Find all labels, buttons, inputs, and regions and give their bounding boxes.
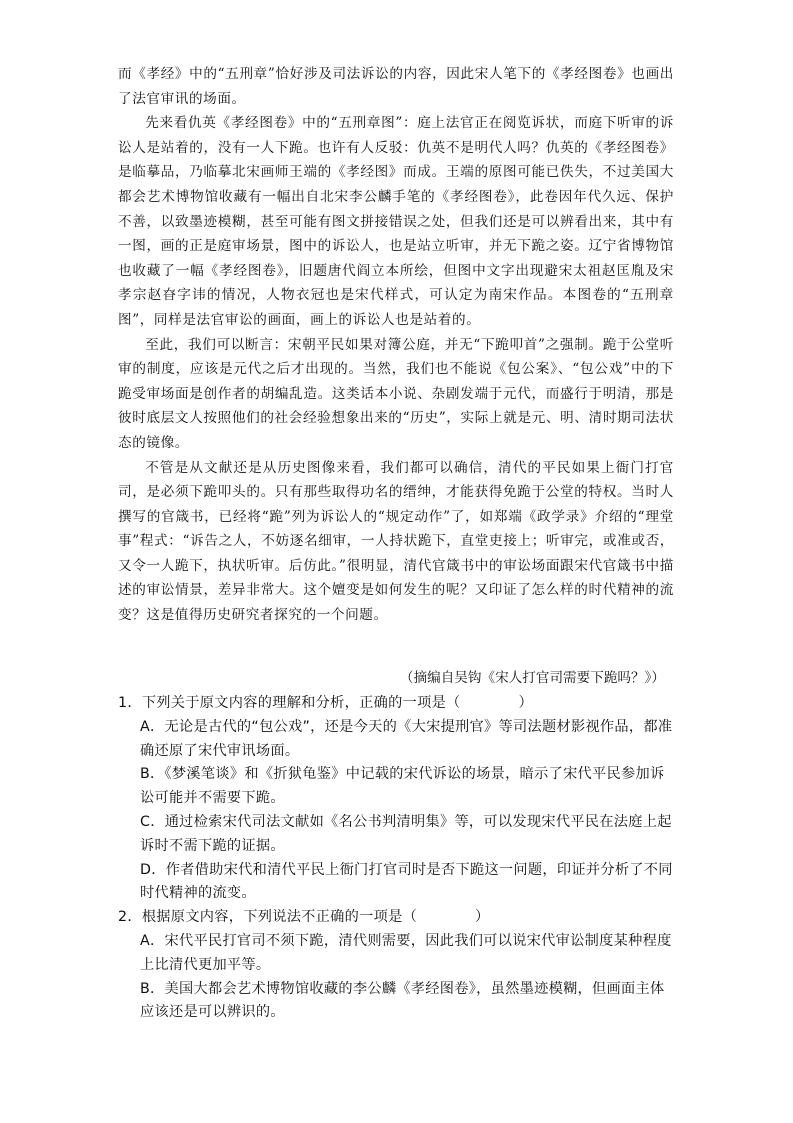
question-2 — [118, 906, 674, 1025]
passage-paragraph: 不管是从文献还是从历史图像来看，我们都可以确信，清代的平民如果上衙门打官司，是必须下跪叩头的。只有那些取得功名的缙绅，才能获得免跪于公堂的特权。当时人撰写的官箴书，已经将“跪”列为诉讼人的“规定动作”了，如郑端《政学录》介绍的“理堂事”程式：“诉告之人，不妨逐名细审，一人持状跪下，直堂吏接上；听审完，或准或否，又令一人跪下，执状听审。后仿此。”很明显，清代官箴书中的审讼场面跟宋代官箴书中描述的审讼情景，差异非常大。这个嬗变是如何发生的呢？又印证了怎么样的时代精神的流变？这是值得历史研究者探究的一个问题。 — [118, 459, 674, 624]
option-b: B．美国大都会艺术博物馆收藏的李公麟《孝经图卷》，虽然墨迹模糊，但画面主体应该还是可以辨识的。 — [140, 980, 665, 1021]
reading-passage — [118, 62, 674, 628]
option-c: C．通过检索宋代司法文献如《名公书判清明集》等，可以发现宋代平民在法庭上起诉时不需下跪的证据。 — [140, 813, 672, 854]
option-d: D．作者借助宋代和清代平民上衙门打官司时是否下跪这一问题，印证并分析了不同时代精神的流变。 — [140, 861, 673, 902]
passage-paragraph: 而《孝经》中的“五刑章”恰好涉及司法诉讼的内容，因此宋人笔下的《孝经图卷》也画出了法官审讯的场面。 — [118, 66, 674, 107]
option-b: B．《梦溪笔谈》和《折狱龟鉴》中记载的宋代诉讼的场景，暗示了宋代平民参加诉讼可能并不需要下跪。 — [140, 766, 665, 807]
passage-source: （摘编自吴钩《宋人打官司需要下跪吗？》） — [399, 670, 665, 686]
passage-paragraph: 先来看仇英《孝经图卷》中的“五刑章图”：庭上法官正在阅览诉状，而庭下听审的诉讼人是站着的，没有一人下跪。也许有人反驳：仇英不是明代人吗？仇英的《孝经图卷》是临摹品，乃临摹北宋画师王端的《孝经图》而成。王端的原图可能已佚失，不过美国大都会艺术博物馆收藏有一幅出自北宋李公麟手笔的《孝经图卷》，此卷因年代久远、保护不善，以致墨迹模糊，甚至可能有图文拼接错误之处，但我们还是可以辨看出来，其中有一图，画的正是庭审场景，图中的诉讼人，也是站立听审，并无下跪之姿。辽宁省博物馆也收藏了一幅《孝经图卷》，旧题唐代阎立本所绘，但图中文字出现避宋太祖赵匡胤及宋孝宗赵昚字讳的情况，人物衣冠也是宋代样式，可认定为南宋作品。本图卷的“五刑章图”，同样是法官审讼的画面，画上的诉讼人也是站着的。 — [118, 115, 674, 328]
option-a: A．宋代平民打官司不须下跪，清代则需要，因此我们可以说宋代审讼制度某种程度上比清代更加平等。 — [140, 932, 672, 973]
question-stem: 2．根据原文内容，下列说法不正确的一项是（ ） — [118, 909, 490, 926]
question-stem: 1．下列关于原文内容的理解和分析，正确的一项是（ ） — [118, 695, 533, 711]
question-1 — [118, 692, 674, 906]
passage-paragraph: 至此，我们可以断言：宋朝平民如果对簿公庭，并无“下跪叩首”之强制。跪于公堂听审的制度，应该是元代之后才出现的。当然，我们也不能说《包公案》、“包公戏”中的下跪受审场面是创作者的胡编乱造。这类话本小说、杂剧发端于元代，而盛行于明清，那是彼时底层文人按照他们的社会经验想象出来的“历史”，实际上就是元、明、清时期司法状态的镜像。 — [118, 336, 674, 451]
option-a: A．无论是古代的“包公戏”，还是今天的《大宋提刑官》等司法题材影视作品，都准确还原了宋代审讯场面。 — [140, 718, 673, 759]
question-list — [118, 692, 674, 1025]
